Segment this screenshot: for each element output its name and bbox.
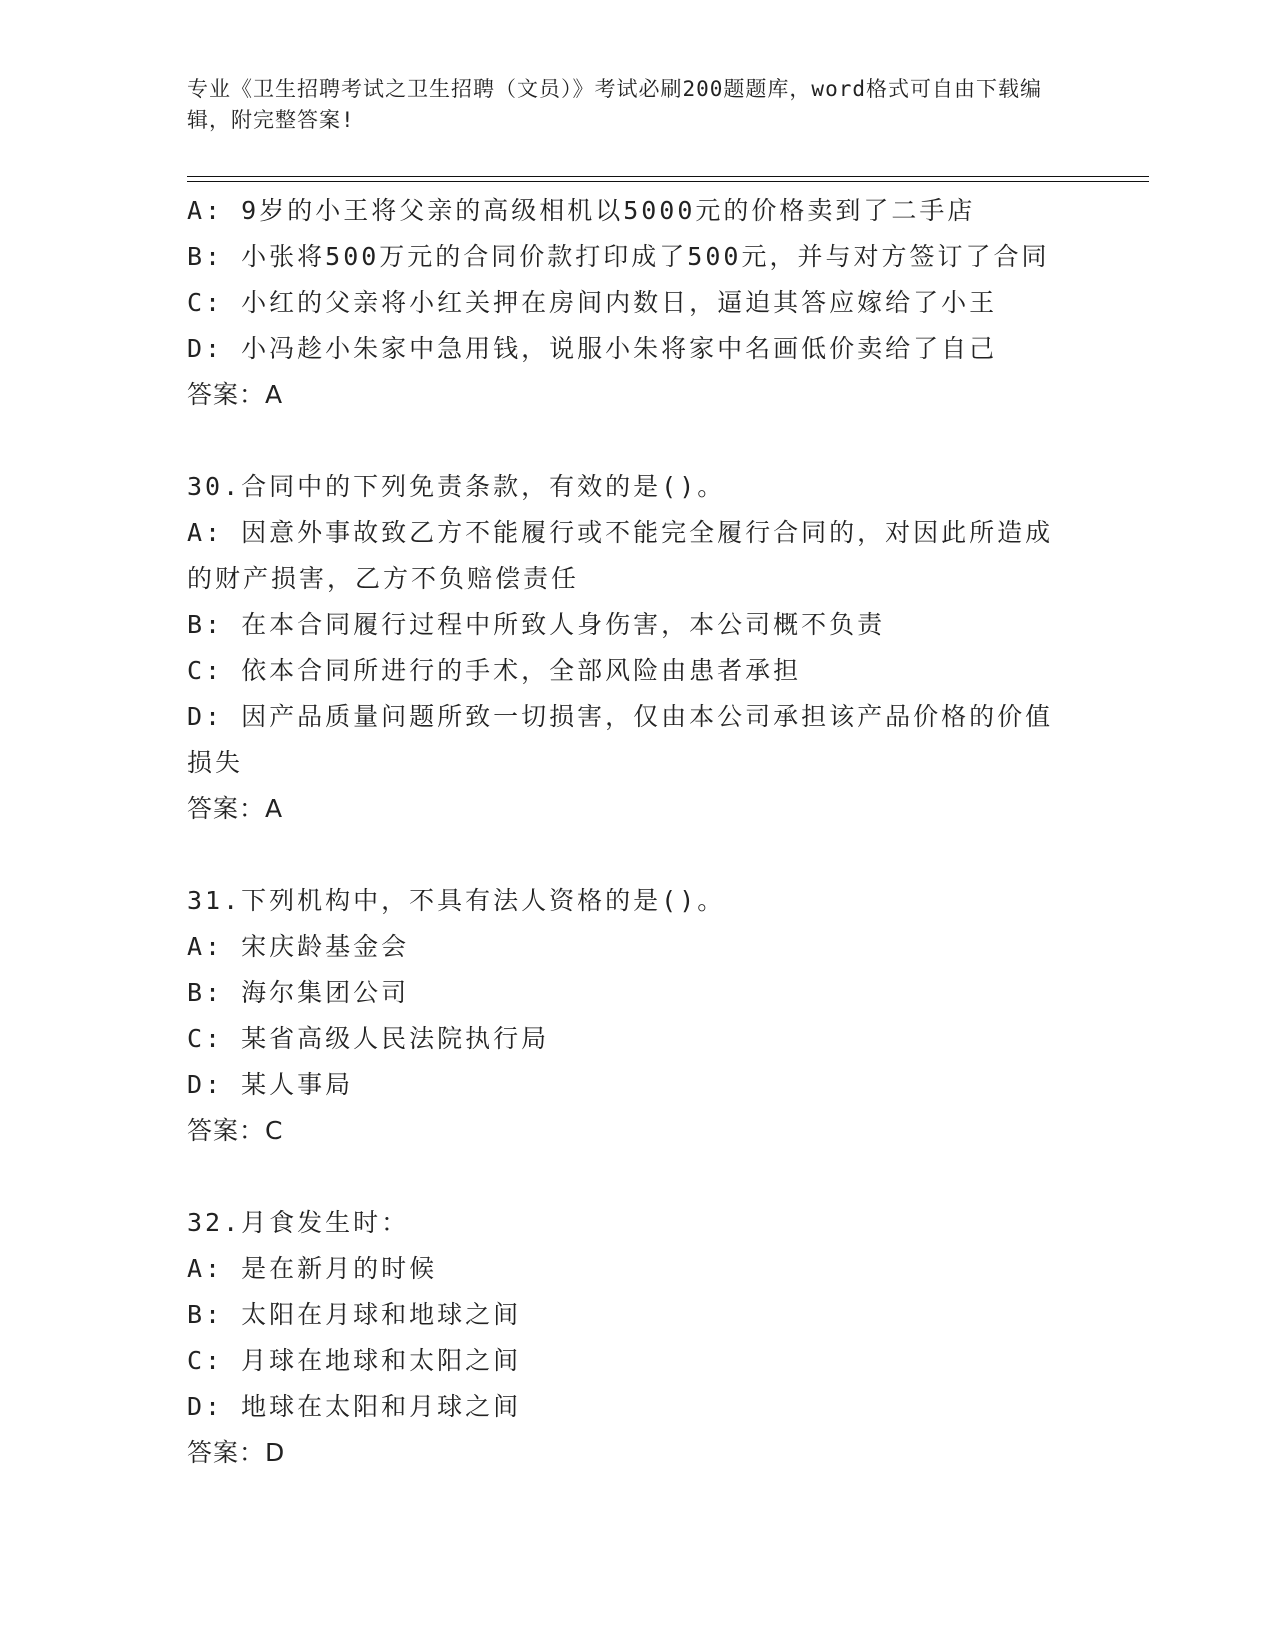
answer: 答案：D	[187, 1438, 286, 1467]
option-d: D: 小冯趁小朱家中急用钱，说服小朱将家中名画低价卖给了自己	[187, 334, 998, 363]
option-a: A: 宋庆龄基金会	[187, 932, 410, 961]
option-d: D: 地球在太阳和月球之间	[187, 1392, 522, 1421]
header-divider-bottom	[187, 181, 1149, 182]
question-29	[187, 188, 1087, 418]
option-b: B: 在本合同履行过程中所致人身伤害，本公司概不负责	[187, 610, 886, 639]
question-stem: 31.下列机构中，不具有法人资格的是()。	[187, 886, 726, 915]
option-c: C: 某省高级人民法院执行局	[187, 1024, 550, 1053]
option-b: B: 海尔集团公司	[187, 978, 410, 1007]
question-stem: 32.月食发生时：	[187, 1208, 410, 1237]
option-c: C: 依本合同所进行的手术，全部风险由患者承担	[187, 656, 802, 685]
option-a: A: 因意外事故致乙方不能履行或不能完全履行合同的，对因此所造成的财产损害，乙方不负赔偿责任	[187, 518, 1054, 593]
option-d: D: 因产品质量问题所致一切损害，仅由本公司承担该产品价格的价值损失	[187, 702, 1054, 777]
option-c: C: 小红的父亲将小红关押在房间内数日，逼迫其答应嫁给了小王	[187, 288, 998, 317]
question-list	[187, 188, 1087, 1476]
answer: 答案：A	[187, 794, 284, 823]
option-b: B: 小张将500万元的合同价款打印成了500元，并与对方签订了合同	[187, 242, 1050, 271]
header-divider-top	[187, 176, 1149, 177]
option-b: B: 太阳在月球和地球之间	[187, 1300, 522, 1329]
option-d: D: 某人事局	[187, 1070, 354, 1099]
question-32	[187, 1200, 1087, 1476]
document-intro: 专业《卫生招聘考试之卫生招聘（文员）》考试必刷200题题库，word格式可自由下载编辑，附完整答案!	[187, 77, 1042, 132]
question-30	[187, 464, 1087, 832]
option-c: C: 月球在地球和太阳之间	[187, 1346, 522, 1375]
answer: 答案：A	[187, 380, 284, 409]
question-stem: 30.合同中的下列免责条款，有效的是()。	[187, 472, 726, 501]
option-a: A: 是在新月的时候	[187, 1254, 438, 1283]
question-31	[187, 878, 1087, 1154]
option-a: A: 9岁的小王将父亲的高级相机以5000元的价格卖到了二手店	[187, 196, 976, 225]
answer: 答案：C	[187, 1116, 284, 1145]
